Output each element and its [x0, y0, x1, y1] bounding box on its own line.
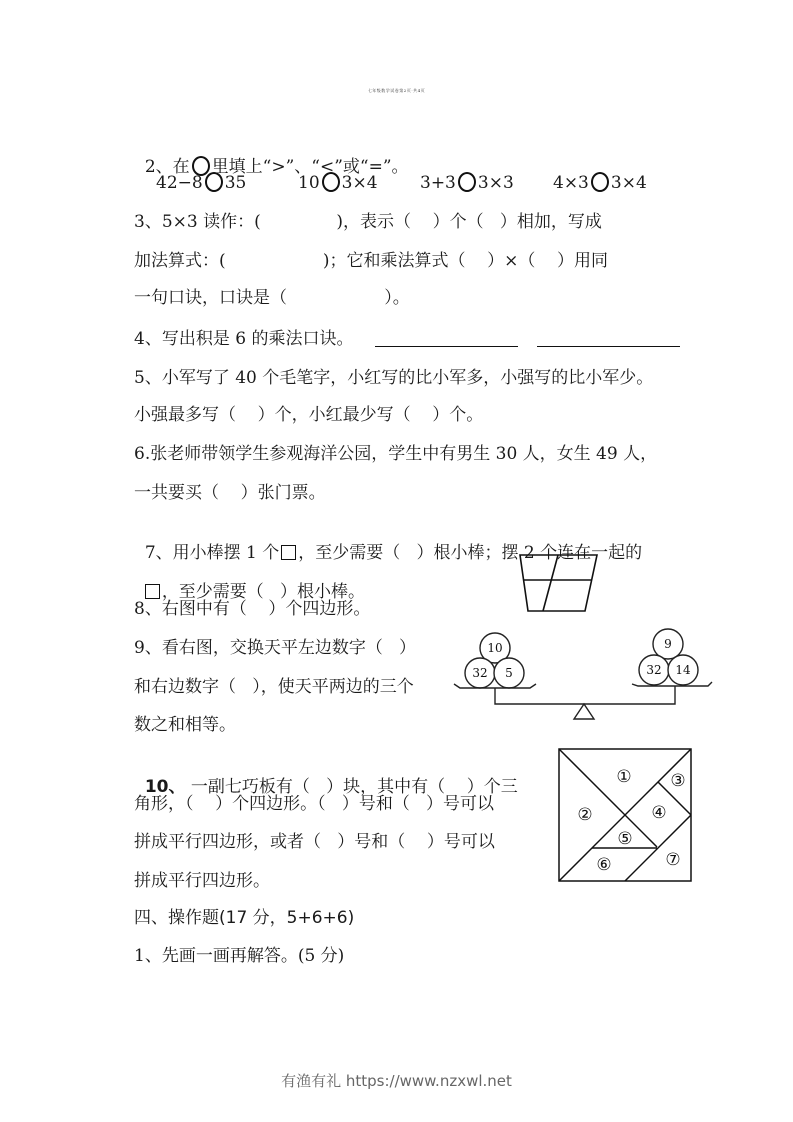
ball-label: 32: [472, 666, 488, 680]
tangram-label: ④: [651, 803, 667, 823]
expr-right: 3×3: [477, 173, 514, 193]
question-7-text-c: ，至少需要（ ）根小棒。: [161, 582, 366, 602]
answer-line-2[interactable]: [537, 346, 680, 347]
question-2-suffix: 里填上“>”、“<”或“=”。: [211, 157, 409, 177]
tangram-label: ①: [616, 767, 632, 787]
question-3-line-1: 3、5×3 读作：( )，表示（ ）个（ ）相加，写成: [134, 212, 602, 232]
question-3-line-2: 加法算式：( )；它和乘法算式（ ）×（ ）用同: [134, 251, 609, 271]
tangram-label: ⑦: [665, 850, 681, 870]
expr-right: 3×4: [341, 173, 378, 193]
question-6-line-2: 一共要买（ ）张门票。: [134, 483, 326, 503]
compare-expr-4: [553, 172, 647, 194]
answer-circle[interactable]: [322, 172, 340, 192]
question-5-line-2: 小强最多写（ ）个，小红最少写（ ）个。: [134, 405, 484, 425]
question-2-prefix: 2、在: [144, 157, 190, 177]
tangram-label: ②: [577, 805, 593, 825]
tangram-label: ③: [670, 771, 686, 791]
question-9-line-3: 数之和相等。: [134, 715, 236, 735]
expr-right: 3×4: [610, 173, 647, 193]
ball-label: 32: [646, 663, 662, 677]
ball-label: 10: [487, 641, 503, 655]
ball-label: 14: [675, 663, 691, 677]
question-6-line-1: 6.张老师带领学生参观海洋公园，学生中有男生 30 人，女生 49 人，: [134, 444, 658, 464]
ball-label: 5: [505, 666, 513, 680]
compare-expr-2: [298, 172, 378, 194]
answer-circle[interactable]: [458, 172, 476, 192]
expr-right: 35: [224, 173, 247, 193]
question-10-line-4: 拼成平行四边形。: [134, 871, 270, 891]
tangram-label: ⑥: [596, 855, 612, 875]
tangram-figure: [558, 748, 692, 882]
question-9-line-2: 和右边数字（ ），使天平两边的三个: [134, 677, 414, 697]
page-header: 七年级数学试卷第2页·共4页: [367, 88, 426, 93]
question-10-text: 一副七巧板有（ ）块，其中有（ ）个三: [185, 777, 518, 797]
question-4: 4、写出积是 6 的乘法口诀。: [134, 329, 354, 349]
question-10-line-1: [134, 754, 518, 798]
question-10-line-2: 角形，（ ）个四边形。（ ）号和（ ）号可以: [134, 794, 495, 814]
quadrilateral-figure: [518, 553, 608, 615]
answer-circle[interactable]: [591, 172, 609, 192]
section-4-question-1: 1、先画一画再解答。(5 分): [134, 946, 345, 966]
expr-left: 10: [298, 173, 320, 193]
question-10-line-3: 拼成平行四边形，或者（ ）号和（ ）号可以: [134, 832, 495, 852]
square-icon: [145, 584, 160, 599]
tangram-label: ⑤: [617, 829, 633, 849]
question-10-number: 10、: [144, 777, 186, 797]
ball-label: 9: [664, 637, 672, 651]
expr-left: 42−8: [156, 173, 203, 193]
compare-expr-1: [156, 172, 246, 194]
balance-scale-figure: [452, 630, 712, 722]
answer-line-1[interactable]: [375, 346, 518, 347]
question-7-text-b: ，至少需要（ ）根小棒；摆 2 个连在一起的: [298, 543, 643, 563]
question-7-line-2: [134, 559, 365, 603]
question-8: 8、右图中有（ ）个四边形。: [134, 599, 371, 619]
question-5-line-1: 5、小军写了 40 个毛笔字，小红写的比小军多，小强写的比小军少。: [134, 368, 654, 388]
answer-circle[interactable]: [205, 172, 223, 192]
section-4-title: 四、操作题(17 分，5+6+6): [134, 908, 355, 928]
question-7-text-a: 7、用小棒摆 1 个: [144, 543, 280, 563]
square-icon: [281, 545, 296, 560]
expr-left: 4×3: [553, 173, 589, 193]
expr-left: 3+3: [420, 173, 456, 193]
question-3-line-3: 一句口诀，口诀是（ ）。: [134, 288, 410, 308]
question-9-line-1: 9、看右图，交换天平左边数字（ ）: [134, 638, 417, 658]
compare-expr-3: [420, 172, 514, 194]
watermark-footer: 有渔有礼 https://www.nzxwl.net: [281, 1072, 512, 1090]
